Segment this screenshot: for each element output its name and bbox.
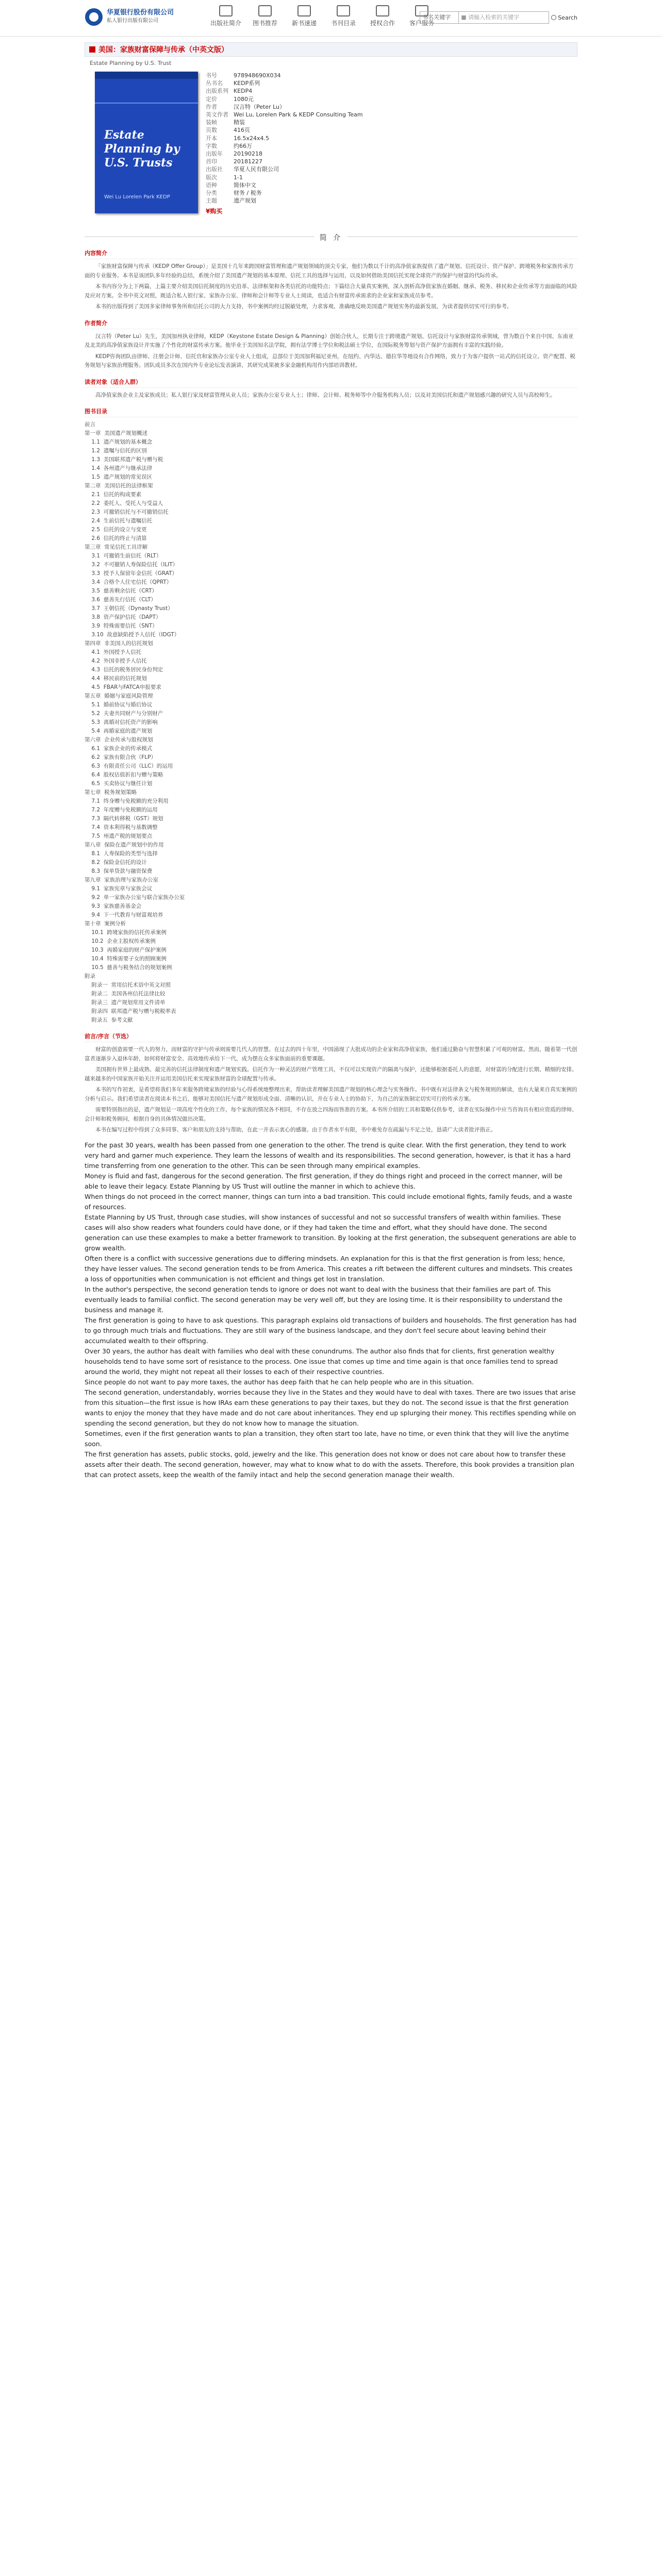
info-label: 定价 — [206, 95, 217, 103]
toc-item: 10.1 跨境家族的信托传承案例 — [85, 929, 167, 936]
toc-item: 5.4 再婚家庭的遗产规划 — [85, 728, 153, 734]
book-title: 美国：家族财富保障与传承（中英文版） — [98, 46, 228, 54]
info-value: 1-1 — [234, 174, 243, 181]
title-marker-icon — [89, 46, 95, 53]
toc-heading: 图书目录 — [85, 407, 577, 417]
site-header — [0, 0, 662, 37]
toc-item: 第九章 家族治理与家族办公室 — [85, 877, 159, 883]
toc-item: 9.1 家族宪章与家族会议 — [85, 886, 153, 892]
toc-item: 6.5 买卖协议与继任计划 — [85, 781, 153, 787]
logo-icon — [85, 8, 103, 26]
paragraph: The first generation has assets, public stocks, gold, jewelry and the like. This generation does not know or does not care about how to transfer these assets after their death. The second generation, however, may what to know what to do with the assets. Therefore, this book provides a transition plan that can protect assets, keep the wealth of the family intact and help the second generation manage their wealth. — [85, 1450, 574, 1479]
info-row — [206, 118, 577, 126]
book-icon — [258, 5, 272, 16]
toc-item: 附录 — [85, 973, 95, 979]
info-value: 20181227 — [234, 158, 262, 165]
toc-item: 附录二 美国各州信托法律比较 — [85, 991, 166, 997]
toc-item: 附录三 遗产规划常用文件清单 — [85, 999, 166, 1006]
toc-body — [85, 420, 577, 1025]
info-row — [206, 79, 577, 87]
catalog-icon — [337, 5, 350, 16]
toc-item: 1.2 遗嘱与信托的区别 — [85, 448, 147, 454]
info-value: 简体中文 — [234, 181, 256, 189]
info-label: 出版年 — [206, 150, 223, 158]
info-row — [206, 103, 577, 111]
toc-item: 2.2 委托人、受托人与受益人 — [85, 500, 163, 506]
toc-item: 附录五 参考文献 — [85, 1017, 133, 1023]
search-icon — [551, 15, 556, 20]
cover-author: Wei Lu Lorelen Park KEDP — [104, 194, 170, 200]
toc-item: 10.3 再婚家庭的财产保护案例 — [85, 947, 167, 953]
divider-title: 简 介 — [315, 232, 347, 243]
info-label: 装帧 — [206, 119, 217, 126]
info-label: 出版系列 — [206, 88, 228, 95]
toc-item: 7.4 资本利得税与基数调整 — [85, 824, 158, 831]
home-icon — [219, 5, 233, 16]
info-value: 华夏人民有限公司 — [234, 166, 279, 173]
info-row — [206, 111, 577, 118]
toc-item: 4.5 FBAR与FATCA申报要求 — [85, 684, 161, 690]
paragraph: Money is fluid and fast, dangerous for the second generation. The first generation, if they do things right and proceed in the correct manner, will be able to leave their legacy. Estate Planning by US Trust will outline the manner in which to achieve this. — [85, 1172, 562, 1190]
audience-heading: 读者对象（适合人群） — [85, 378, 577, 388]
search-bar — [420, 11, 577, 24]
paragraph: In the author's perspective, the second generation tends to ignore or does not want to deal with the business that their families are part of. This eventually leads to familial conflict. The second generation may be very well off, but they are losing time. It is their responsibility to understand the business and manage it. — [85, 1285, 562, 1314]
toc-item: 4.4 移民前的信托规划 — [85, 675, 147, 682]
toc-item: 1.5 遗产规划的常见误区 — [85, 474, 153, 480]
paragraph: KEDP咨询团队由律师、注册会计师、信托官和家族办公室专业人士组成，总部位于美国加利福尼亚州，在纽约、内华达、德拉华等地设有合作网络，致力于为客户提供一站式的信托设立、资产配置、税务规划与家族治理服务。团队成员多次在国内外专业论坛发表演讲，其研究成果被多家金融机构用作内部培训教材。 — [85, 353, 575, 368]
toc-item: 附录四 联邦遗产税与赠与税税率表 — [85, 1008, 176, 1014]
paragraph: 「家族财富保障与传承（KEDP Offer Group）」是美国十几年来跨国财富管理和遗产规划领域的顶尖专家，他们为数以千计的高净值家族提供了遗产规划、信托设计、资产保护、跨境税务和家族传承方面的专业服务。本书是该团队多年经验的总结，系统介绍了美国遗产规划的基本原理、信托工具的选择与运用，以及如何借助美国信托实现全球资产的保护与财富的代际传承。 — [85, 263, 574, 279]
author-body — [85, 332, 577, 370]
info-row — [206, 126, 577, 134]
toc-item: 6.2 家族有限合伙（FLP） — [85, 754, 156, 760]
toc-item: 2.5 信托的设立与变更 — [85, 527, 147, 533]
toc-item: 8.3 保单贷款与融资保费 — [85, 868, 153, 874]
nav-item-recommend[interactable]: 图书推荐 — [245, 5, 285, 27]
paragraph: The first generation is going to have to ask questions. This paragraph explains old transactions of builders and households. The first generation has had to go through much trials and fluctuations. They are still wary of the business landscape, and they don't feel secure about leaving behind their accumulated wealth to their offspring. — [85, 1316, 577, 1345]
paragraph: Often there is a conflict with successive generations due to differing mindsets. An explanation for this is that the first generation is from less; hence, they have lesser values. The second generation tends to be from America. This creates a rift between the different cultures and mindsets. This creates a loss of opportunities when communication is not efficient and things get lost in translation. — [85, 1254, 573, 1283]
search-button[interactable]: Search — [551, 14, 577, 21]
toc-item: 第八章 保险在遗产规划中的作用 — [85, 842, 164, 848]
toc-item: 第五章 婚姻与家庭风险管理 — [85, 693, 153, 699]
book-detail — [85, 36, 577, 1480]
toc-item: 2.3 可撤销信托与不可撤销信托 — [85, 509, 169, 515]
toc-item: 8.2 保险金信托的设计 — [85, 859, 147, 866]
toc-item: 9.2 单一家族办公室与联合家族办公室 — [85, 894, 185, 901]
info-row — [206, 174, 577, 181]
info-row — [206, 87, 577, 95]
info-row — [206, 150, 577, 158]
paragraph: For the past 30 years, wealth has been passed from one generation to the other. The trend is quite clear. With the first generation, they tend to work very hard and garner much experience. They learn the lessons of wealth and its responsibilities. The second generation, however, is that it has a hard time transferring from one generation to the other. This can be seen through many empirical examples. — [85, 1141, 571, 1170]
info-label: 作者 — [206, 103, 217, 110]
info-value: 精装 — [234, 119, 245, 126]
toc-item: 7.5 州遗产税的规划要点 — [85, 833, 153, 839]
author-heading: 作者简介 — [85, 319, 577, 329]
paragraph: 汉言特（Peter Lu）先生，美国加州执业律师，KEDP（Keystone Estate Design & Planning）创始合伙人，长期专注于跨境遗产规划、信托设计与家族财富传承领域，曾为数百个来自中国、东南亚及北美的高净值家族设计并实施了个性化的财富传承方案。他毕业于美国知名法学院，拥有法学博士学位和税法硕士学位，在国际税务筹划与资产保护方面拥有丰富的实践经验。 — [85, 333, 574, 348]
paragraph: 美国拥有世界上最成熟、最完善的信托法律制度和遗产规划实践。信托作为一种灵活的财产管理工具，不仅可以实现资产的隔离与保护，还能够根据委托人的意愿，对财富的分配进行长期、精细的安排。越来越多的中国家族开始关注并运用美国信托来实现家族财富的全球配置与传承。 — [85, 1066, 577, 1082]
toc-item: 3.6 慈善先行信托（CLT） — [85, 597, 156, 603]
cover-title: Estate Planning by U.S. Trusts — [104, 128, 180, 170]
toc-item: 8.1 人寿保险的类型与选择 — [85, 851, 158, 857]
toc-item: 4.3 信托的税务居民身份判定 — [85, 667, 163, 673]
toc-item: 3.7 王朝信托（Dynasty Trust） — [85, 605, 173, 612]
toc-item: 第二章 美国信托的法律框架 — [85, 483, 153, 489]
info-row — [206, 95, 577, 103]
toc-item: 6.1 家族企业的传承模式 — [85, 745, 153, 752]
paragraph: Since people do not want to pay more taxes, the author has deep faith that he can help people who are in this situation. — [85, 1378, 474, 1386]
section-divider — [85, 231, 577, 242]
paragraph: 本书的写作初衷，是希望将我们多年来服务跨境家族的经验与心得系统地整理出来，帮助读者理解美国遗产规划的核心理念与实务操作。书中既有对法律条文与税务规则的解读，也有大量来自真实案例的分析与启示。我们希望读者在阅读本书之后，能够对美国信托与遗产规划形成全面、清晰的认识，并在专业人士的协助下，为自己的家族制定切实可行的传承方案。 — [85, 1087, 577, 1102]
main-nav — [206, 5, 441, 27]
paragraph: Estate Planning by US Trust, through case studies, will show instances of successful and not so successful transfers of wealth within families. These cases will also show readers what founders could have done, or if they had taken the time and effort, what they should have done. The second generation can use these examples to make a better framework to transition. By looking at the first generation, the subsequent generations are able to grow wealth. — [85, 1213, 576, 1252]
info-value: 416页 — [234, 127, 250, 134]
toc-item: 9.4 下一代教育与财富观培养 — [85, 912, 163, 918]
book-cover-image — [95, 72, 198, 213]
excerpt-heading: 前言/序言（节选） — [85, 1032, 577, 1042]
toc-item: 3.10 故意缺陷授予人信托（IDGT） — [85, 632, 180, 638]
info-label: 分类 — [206, 190, 217, 197]
search-input[interactable]: ■ 请输入检索的关键字 — [459, 11, 549, 24]
toc-item: 3.9 特殊需要信托（SNT） — [85, 623, 158, 629]
toc-item: 4.2 外国非授予人信托 — [85, 658, 147, 664]
book-english-title: Estate Planning by U.S. Trust — [90, 60, 172, 66]
toc-item: 3.2 不可撤销人寿保险信托（ILIT） — [85, 562, 178, 568]
info-label: 首印 — [206, 158, 217, 165]
toc-item: 5.1 婚前协议与婚后协议 — [85, 702, 153, 708]
toc-item: 第六章 企业传承与股权规划 — [85, 737, 153, 743]
intro-body — [85, 262, 577, 312]
info-row — [206, 72, 577, 79]
handshake-icon — [376, 5, 389, 16]
info-label: 丛书名 — [206, 80, 223, 87]
toc-item: 9.3 家族慈善基金会 — [85, 903, 142, 909]
toc-item: 第十章 案例分析 — [85, 921, 126, 927]
new-icon — [297, 5, 311, 16]
nav-item-new[interactable]: 新书速递 — [285, 5, 324, 27]
info-label: 英文作者 — [206, 111, 228, 118]
toc-item: 2.4 生前信托与遗嘱信托 — [85, 518, 153, 524]
nav-item-catalog[interactable]: 书刊目录 — [324, 5, 363, 27]
info-label: 页数 — [206, 127, 217, 134]
info-label: 字数 — [206, 142, 217, 149]
info-value: 遗产规划 — [234, 197, 256, 205]
audience-body — [85, 391, 577, 400]
info-row — [206, 134, 577, 142]
info-label: 版次 — [206, 174, 217, 181]
toc-item: 7.3 隔代转移税（GST）规划 — [85, 816, 163, 822]
paragraph: The second generation, understandably, worries because they live in the States and they would have to deal with taxes. There are two issues that arise from this situation—the first issue is how IRAs earn these generations to pay their taxes, but they do not. The second issue is that the first generation wants to enjoy the money that they have made and do not care about inheritances. They end up splurging their money. This rectifies spending while on spending the second generation, but they do not know how to manage the situation. — [85, 1388, 576, 1427]
info-value: 汉言特（Peter Lu） — [234, 103, 286, 110]
toc-item: 10.5 慈善与税务结合的规划案例 — [85, 964, 172, 971]
toc-item: 第三章 常见信托工具详解 — [85, 544, 148, 550]
toc-item: 4.1 外国授予人信托 — [85, 649, 142, 655]
toc-item: 3.3 授予人保留年金信托（GRAT） — [85, 570, 178, 577]
paragraph: 财富的创造需要一代人的努力，而财富的守护与传承则需要几代人的智慧。在过去的四十年里，中国涌现了大批成功的企业家和高净值家族，他们通过勤奋与智慧积累了可观的财富。然而，随着第一代创富者逐渐步入退休年龄，如何将财富安全、高效地传承给下一代，成为摆在众多家族面前的重要课题。 — [85, 1046, 577, 1062]
info-row — [206, 181, 577, 189]
toc-item: 2.6 信托的终止与清算 — [85, 535, 147, 541]
toc-item: 第四章 非美国人的信托规划 — [85, 640, 153, 647]
paragraph: 本书在编写过程中得到了众多同事、客户和朋友的支持与帮助，在此一并表示衷心的感谢。由于作者水平有限，书中难免存在疏漏与不足之处，恳请广大读者批评指正。 — [95, 1127, 496, 1133]
info-value: Wei Lu, Lorelen Park & KEDP Consulting Team — [234, 111, 363, 118]
toc-item: 附录一 常用信托术语中英文对照 — [85, 982, 171, 988]
search-type-select[interactable]: 书名关键字 — [420, 11, 459, 24]
english-excerpt-body — [85, 1140, 577, 1480]
info-value: 20190218 — [234, 150, 262, 158]
toc-item: 7.1 终身赠与免税额的充分利用 — [85, 798, 169, 804]
paragraph: Over 30 years, the author has dealt with families who deal with these conundrums. The author also finds that for clients, first generation wealthy households tend to have some sort of resistance to the process. One issue that comes up time and time again is that once families tend to spread around the world, they might not repeat all their losses to each of their respective countries. — [85, 1347, 558, 1376]
toc-item: 1.3 美国联邦遗产税与赠与税 — [85, 456, 163, 463]
toc-item: 1.1 遗产规划的基本概念 — [85, 439, 153, 445]
info-value: KEDP4 — [234, 88, 253, 95]
toc-item: 3.4 合格个人住宅信托（QPRT） — [85, 579, 172, 585]
info-value: 978948690X034 — [234, 72, 281, 79]
site-logo[interactable] — [85, 3, 198, 31]
toc-item: 前言 — [85, 421, 95, 428]
info-label: 语种 — [206, 181, 217, 189]
info-row — [206, 158, 577, 165]
book-info-list — [206, 72, 577, 216]
intro-heading: 内容简介 — [85, 249, 577, 259]
info-row — [206, 142, 577, 150]
nav-item-service[interactable]: 客户服务 — [402, 5, 441, 27]
toc-item: 2.1 信托的构成要素 — [85, 492, 142, 498]
toc-item: 10.4 特殊需要子女的照顾案例 — [85, 956, 167, 962]
paragraph: 需要特别指出的是，遗产规划是一项高度个性化的工作，每个家族的情况各不相同，不存在放之四海而皆准的方案。本书所介绍的工具和策略仅供参考，读者在实际操作中应当咨询具有相应资质的律师、会计师和税务顾问，根据自身的具体情况做出决策。 — [85, 1107, 577, 1122]
logo-name: 华夏银行股份有限公司 — [107, 9, 174, 16]
toc-item: 3.8 资产保护信托（DAPT） — [85, 614, 161, 620]
nav-item-about[interactable]: 出版社简介 — [206, 5, 245, 27]
info-value: 约66万 — [234, 142, 252, 149]
toc-item: 5.3 离婚对信托资产的影响 — [85, 719, 158, 725]
paragraph: When things do not proceed in the correct manner, things can turn into a bad transition. This could include emotional fights, family feuds, and a waste of resources. — [85, 1192, 572, 1211]
paragraph: 高净值家族企业主及家族成员；私人银行家及财富管理从业人员；家族办公室专业人士；律师、会计师、税务师等中介服务机构人员；以及对美国信托和遗产规划感兴趣的研究人员与高校师生。 — [95, 392, 556, 398]
toc-item: 第一章 美国遗产规划概述 — [85, 430, 148, 436]
info-label: 开本 — [206, 134, 217, 142]
paragraph: 本书内容分为上下两篇，上篇主要介绍美国信托制度的历史沿革、法律框架和各类信托的功能特点；下篇结合大量真实案例，深入剖析高净值家族在婚姻、继承、税务、移民和企业传承等方面面临的风险及应对方案。全书中英文对照，既适合私人银行家、家族办公室、律师和会计师等专业人士阅读，也适合有财富传承需求的企业家和家族成员参考。 — [85, 283, 577, 299]
toc-item: 7.2 年度赠与免税额的运用 — [85, 807, 158, 813]
toc-item: 1.4 各州遗产与继承法律 — [85, 465, 153, 471]
toc-item: 3.5 慈善剩余信托（CRT） — [85, 588, 158, 594]
info-value: 1080元 — [234, 95, 254, 103]
buy-link[interactable]: ¥购买 — [206, 208, 223, 215]
paragraph: Sometimes, even if the first generation wants to plan a transition, they often start too late, have no time, or even think that they will live the anytime soon. — [85, 1429, 569, 1448]
logo-subtitle: 私人银行出版有限公司 — [107, 18, 158, 24]
info-label: 出版社 — [206, 166, 223, 173]
info-label: 主题 — [206, 197, 217, 205]
excerpt-body — [85, 1045, 577, 1135]
info-value: 财务 / 税务 — [234, 190, 262, 197]
toc-item: 10.2 企业主股权传承案例 — [85, 938, 156, 944]
book-title-bar — [85, 42, 577, 57]
toc-item: 6.4 股权估值折扣与赠与策略 — [85, 772, 163, 778]
toc-item: 第七章 税务规划策略 — [85, 789, 137, 795]
info-row — [206, 189, 577, 197]
nav-item-license[interactable]: 授权合作 — [363, 5, 402, 27]
info-label: 书号 — [206, 72, 217, 79]
info-value: KEDP系列 — [234, 80, 260, 87]
toc-item: 3.1 可撤销生前信托（RLT） — [85, 553, 162, 559]
toc-item: 5.2 夫妻共同财产与分别财产 — [85, 710, 163, 717]
toc-item: 6.3 有限责任公司（LLC）的运用 — [85, 763, 173, 769]
paragraph: 本书的出版得到了美国多家律师事务所和信托公司的大力支持，书中案例均经过脱敏处理，力求客观、准确地反映美国遗产规划实务的最新发展，为读者提供切实可行的参考。 — [95, 303, 512, 310]
info-row — [206, 165, 577, 173]
info-value: 16.5x24x4.5 — [234, 134, 270, 142]
info-row — [206, 197, 577, 205]
